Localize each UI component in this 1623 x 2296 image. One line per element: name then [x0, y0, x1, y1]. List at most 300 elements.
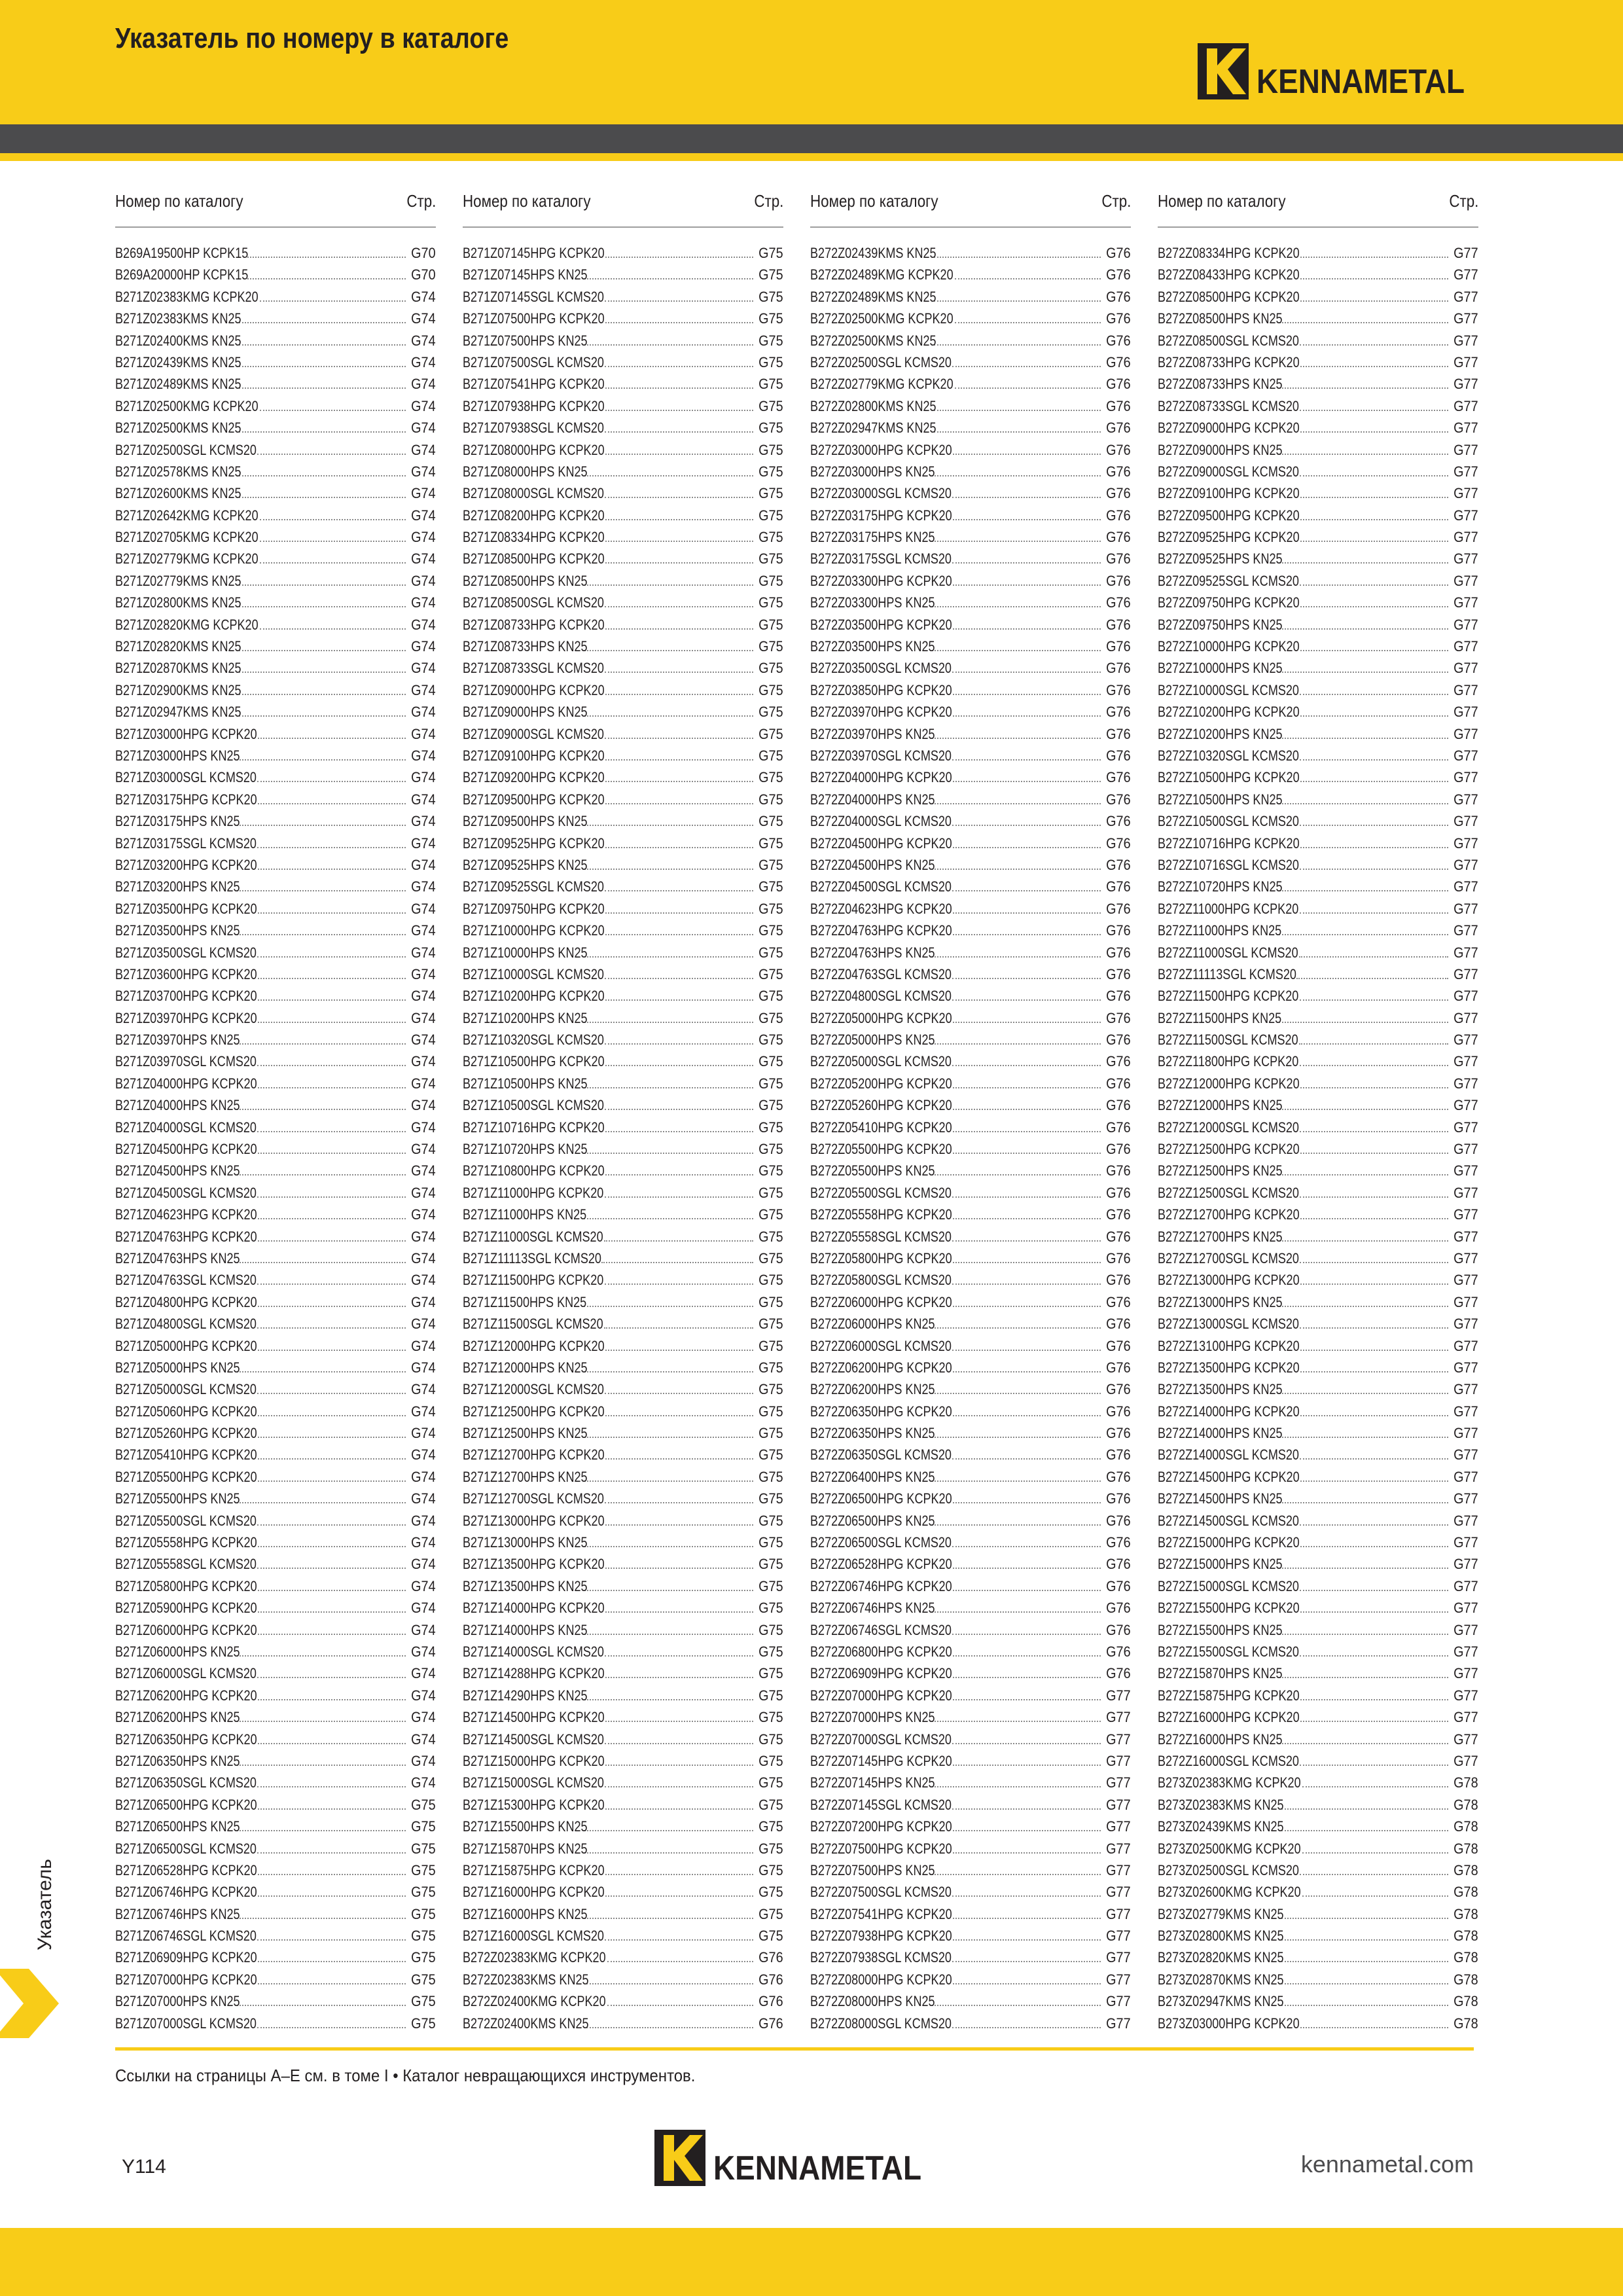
- index-row: [115, 1772, 436, 1793]
- catalog-number: B272Z07938SGL KCMS20: [810, 1949, 952, 1966]
- dot-leader: [1300, 846, 1448, 848]
- page-reference: G74: [411, 638, 436, 655]
- index-row: [810, 1138, 1131, 1160]
- page-reference: G77: [1106, 1840, 1131, 1857]
- page-reference: G76: [1106, 965, 1131, 982]
- dot-leader: [953, 1939, 1101, 1941]
- index-row: [810, 1050, 1131, 1072]
- dot-leader: [1299, 956, 1449, 958]
- dot-leader: [932, 1436, 1101, 1438]
- page-reference: G76: [1106, 856, 1131, 873]
- index-row: [1158, 1357, 1478, 1378]
- catalog-number: B271Z09000SGL KCMS20: [463, 725, 604, 742]
- page-reference: G77: [1454, 900, 1478, 917]
- index-row: [463, 1816, 783, 1837]
- dot-leader: [1279, 1436, 1448, 1438]
- catalog-number: B271Z04000SGL KCMS20: [115, 1119, 257, 1136]
- catalog-number: B272Z13100HPG KCPK20: [1158, 1337, 1300, 1354]
- catalog-number: B271Z06746SGL KCMS20: [115, 1928, 257, 1945]
- index-row: [463, 1269, 783, 1291]
- index-row: [115, 1422, 436, 1444]
- catalog-number: B273Z02870KMS KN25: [1158, 1971, 1284, 1988]
- page-reference: G77: [1454, 638, 1478, 655]
- index-row: [463, 1226, 783, 1247]
- index-row: [115, 1247, 436, 1269]
- page-reference: G75: [758, 1665, 783, 1682]
- page-reference: G74: [411, 1752, 436, 1769]
- index-row: [115, 723, 436, 745]
- dot-leader: [1279, 1021, 1449, 1023]
- index-row: [463, 482, 783, 504]
- catalog-number: B272Z10500SGL KCMS20: [1158, 813, 1299, 830]
- dot-leader: [1279, 1742, 1448, 1744]
- dot-leader: [953, 1021, 1101, 1023]
- page-reference: G74: [411, 856, 436, 873]
- index-row: [1158, 1466, 1478, 1488]
- index-row: [1158, 1729, 1478, 1750]
- dot-leader: [257, 1327, 406, 1329]
- index-row: [115, 526, 436, 548]
- page-reference: G75: [758, 1577, 783, 1594]
- catalog-number: B272Z03850HPG KCPK20: [810, 681, 952, 698]
- catalog-number: B271Z09525HPS KN25: [463, 856, 588, 873]
- dot-leader: [932, 1327, 1101, 1329]
- index-row: [810, 1532, 1131, 1553]
- index-row: [115, 1204, 436, 1225]
- index-row: [463, 1422, 783, 1444]
- dot-leader: [932, 475, 1101, 476]
- dot-leader: [953, 1698, 1101, 1700]
- dot-leader: [932, 1043, 1101, 1045]
- dot-leader: [1300, 715, 1448, 717]
- dot-leader: [1300, 1349, 1448, 1351]
- catalog-number: B272Z06500SGL KCMS20: [810, 1534, 952, 1551]
- dot-leader: [257, 1130, 406, 1132]
- dot-leader: [1281, 1982, 1449, 1984]
- page-reference: G70: [411, 245, 436, 261]
- catalog-number: B271Z03500HPS KN25: [115, 922, 240, 939]
- index-row: [810, 1990, 1131, 2012]
- dot-leader: [934, 344, 1101, 346]
- index-row: [810, 1313, 1131, 1335]
- page-reference: G77: [1454, 1053, 1478, 1070]
- brand-wordmark-footer: KENNAMETAL: [713, 2149, 921, 2186]
- dot-leader: [605, 977, 753, 979]
- page-reference: G76: [1106, 397, 1131, 414]
- index-row: [115, 1313, 436, 1335]
- catalog-number: B272Z11000HPS KN25: [1158, 922, 1282, 939]
- page-reference: G74: [411, 791, 436, 808]
- page-reference: G77: [1454, 1119, 1478, 1136]
- index-row: [810, 942, 1131, 963]
- page-reference: G76: [1106, 1556, 1131, 1573]
- index-row: [1158, 1925, 1478, 1946]
- index-row: [1158, 439, 1478, 461]
- dot-leader: [258, 1217, 406, 1219]
- dot-leader: [1281, 1829, 1449, 1831]
- page-reference: G78: [1454, 1840, 1478, 1857]
- index-row: [115, 657, 436, 679]
- dot-leader: [237, 1371, 406, 1372]
- dot-leader: [605, 1349, 753, 1351]
- page-reference: G77: [1454, 550, 1478, 567]
- dot-leader: [605, 1130, 753, 1132]
- index-row: [810, 766, 1131, 788]
- page-reference: G77: [1454, 1009, 1478, 1026]
- catalog-number: B271Z03970HPS KN25: [115, 1031, 240, 1049]
- index-row: [115, 373, 436, 395]
- index-row: [1158, 351, 1478, 373]
- index-row: [463, 614, 783, 636]
- page-reference: G75: [758, 1643, 783, 1660]
- column-header: [810, 188, 1131, 215]
- page-reference: G75: [758, 1468, 783, 1485]
- index-row: [1158, 1641, 1478, 1662]
- page-reference: G75: [758, 769, 783, 786]
- page-reference: G78: [1454, 1905, 1478, 1922]
- catalog-number: B271Z09525SGL KCMS20: [463, 878, 604, 895]
- catalog-number: B272Z12700SGL KCMS20: [1158, 1249, 1299, 1266]
- catalog-number: B271Z10500HPG KCPK20: [463, 1053, 605, 1070]
- catalog-number: B272Z03175SGL KCMS20: [810, 550, 952, 567]
- dot-leader: [953, 1152, 1101, 1154]
- index-row: [463, 985, 783, 1007]
- dot-leader: [953, 1305, 1101, 1307]
- catalog-number: B272Z12500SGL KCMS20: [1158, 1184, 1299, 1201]
- dot-leader: [1281, 1960, 1449, 1962]
- page-reference: G75: [758, 922, 783, 939]
- dot-leader: [258, 1436, 406, 1438]
- catalog-number: B272Z03500HPG KCPK20: [810, 616, 952, 633]
- catalog-number: B271Z05500SGL KCMS20: [115, 1512, 257, 1529]
- catalog-number: B271Z05900HPG KCPK20: [115, 1600, 257, 1617]
- page-reference: G77: [1454, 245, 1478, 261]
- dot-leader: [605, 933, 753, 935]
- dot-leader: [605, 540, 753, 542]
- dot-leader: [952, 977, 1101, 979]
- index-row: [810, 1029, 1131, 1050]
- index-row: [463, 963, 783, 985]
- index-row: [1158, 1422, 1478, 1444]
- page-reference: G77: [1454, 572, 1478, 589]
- page-reference: G75: [758, 681, 783, 698]
- index-row: [463, 1094, 783, 1116]
- catalog-number: B271Z06200HPS KN25: [115, 1709, 240, 1726]
- catalog-number: B271Z06746HPS KN25: [115, 1905, 240, 1922]
- index-row: [115, 1182, 436, 1204]
- index-row: [115, 417, 436, 439]
- index-row: [463, 1466, 783, 1488]
- catalog-number: B271Z09500HPG KCPK20: [463, 791, 605, 808]
- index-row: [115, 1138, 436, 1160]
- catalog-number: B271Z02779KMG KCPK20: [115, 550, 259, 567]
- index-row: [810, 1073, 1131, 1094]
- catalog-number: B271Z03600HPG KCPK20: [115, 965, 257, 982]
- catalog-number: B271Z05000HPG KCPK20: [115, 1337, 257, 1354]
- dot-leader: [258, 737, 406, 739]
- footnote: Ссылки на страницы A–E см. в томе I • Каталог невращающихся инструментов.: [115, 2066, 696, 2085]
- page-reference: G74: [411, 922, 436, 939]
- dot-leader: [605, 1720, 753, 1722]
- page-reference: G78: [1454, 1993, 1478, 2010]
- catalog-number: B272Z14500HPG KCPK20: [1158, 1468, 1300, 1485]
- page-reference: G76: [1106, 1403, 1131, 1420]
- index-row: [115, 920, 436, 941]
- dot-leader: [1279, 321, 1448, 323]
- index-row: [463, 242, 783, 264]
- index-row: [115, 1444, 436, 1465]
- catalog-number: B272Z02383KMG KCPK20: [463, 1949, 606, 1966]
- index-row: [1158, 1838, 1478, 1859]
- page-reference: G74: [411, 769, 436, 786]
- page-reference: G75: [758, 660, 783, 677]
- dot-leader: [1300, 868, 1448, 870]
- dot-leader: [584, 1852, 753, 1854]
- index-row: [1158, 963, 1478, 985]
- dot-leader: [584, 1436, 753, 1438]
- catalog-number: B272Z12700HPG KCPK20: [1158, 1206, 1300, 1223]
- dot-leader: [258, 1698, 406, 1700]
- dot-leader: [932, 1873, 1101, 1875]
- catalog-number: B273Z02500KMG KCPK20: [1158, 1840, 1301, 1857]
- index-row: [810, 351, 1131, 373]
- dot-leader: [955, 278, 1101, 279]
- dot-leader: [1300, 1480, 1448, 1482]
- index-row: [1158, 1969, 1478, 1990]
- index-row: [810, 548, 1131, 569]
- column-header-rule: [810, 226, 1131, 228]
- page-reference: G77: [1454, 1643, 1478, 1660]
- column-header-page: Стр.: [1101, 191, 1131, 211]
- index-row: [115, 1794, 436, 1816]
- page-reference: G75: [758, 353, 783, 370]
- dot-leader: [605, 605, 753, 607]
- dot-leader: [257, 2026, 406, 2028]
- index-row: [115, 439, 436, 461]
- catalog-number: B272Z03000HPS KN25: [810, 463, 935, 480]
- page-reference: G77: [1106, 1796, 1131, 1813]
- dot-leader: [258, 1808, 406, 1810]
- index-row: [1158, 548, 1478, 569]
- dot-leader: [1279, 933, 1449, 935]
- page-reference: G74: [411, 1577, 436, 1594]
- dot-leader: [1300, 518, 1448, 520]
- index-row: [115, 985, 436, 1007]
- catalog-number: B271Z07145HPG KCPK20: [463, 245, 605, 261]
- dot-leader: [953, 715, 1101, 717]
- page-reference: G76: [1106, 463, 1131, 480]
- catalog-number: B272Z06000HPS KN25: [810, 1316, 935, 1333]
- catalog-number: B271Z06000HPS KN25: [115, 1643, 240, 1660]
- catalog-number: B271Z11500HPG KCPK20: [463, 1272, 604, 1289]
- page-reference: G77: [1454, 1381, 1478, 1398]
- dot-leader: [932, 868, 1101, 870]
- index-row: [810, 373, 1131, 395]
- dot-leader: [258, 1021, 406, 1023]
- page-reference: G74: [411, 441, 436, 458]
- catalog-number: B271Z05260HPG KCPK20: [115, 1425, 257, 1442]
- dot-leader: [1300, 1217, 1448, 1219]
- dot-leader: [237, 1261, 406, 1263]
- catalog-number: B272Z12000SGL KCMS20: [1158, 1119, 1299, 1136]
- index-row: [810, 920, 1131, 941]
- page-reference: G76: [1106, 1097, 1131, 1114]
- page-reference: G77: [1106, 1687, 1131, 1704]
- page-reference: G77: [1454, 1490, 1478, 1507]
- dot-leader: [952, 1960, 1101, 1962]
- dot-leader: [1279, 1174, 1448, 1175]
- index-row: [810, 1422, 1131, 1444]
- index-rows: [810, 242, 1131, 2034]
- dot-leader: [237, 933, 406, 935]
- index-row: [115, 1401, 436, 1422]
- dot-leader: [1300, 496, 1448, 498]
- dot-leader: [1300, 1130, 1448, 1132]
- catalog-number: B272Z03000SGL KCMS20: [810, 485, 952, 502]
- page-reference: G76: [1106, 310, 1131, 327]
- page-reference: G75: [758, 1928, 783, 1945]
- page-reference: G76: [1106, 791, 1131, 808]
- dot-leader: [258, 1873, 406, 1875]
- page-reference: G75: [758, 572, 783, 589]
- index-row: [463, 723, 783, 745]
- dot-leader: [953, 1982, 1101, 1984]
- page-reference: G74: [411, 376, 436, 393]
- index-row: [115, 1269, 436, 1291]
- catalog-number: B271Z16000HPG KCPK20: [463, 1884, 605, 1901]
- catalog-number: B272Z14000HPS KN25: [1158, 1425, 1283, 1442]
- page-reference: G75: [758, 1337, 783, 1354]
- catalog-number: B271Z11000SGL KCMS20: [463, 1228, 603, 1245]
- page-reference: G74: [411, 1337, 436, 1354]
- catalog-number: B272Z05000HPG KCPK20: [810, 1009, 952, 1026]
- dot-leader: [605, 387, 753, 389]
- catalog-number: B272Z04763SGL KCMS20: [810, 965, 952, 982]
- catalog-number: B271Z10200HPG KCPK20: [463, 988, 605, 1005]
- page-reference: G77: [1454, 1228, 1478, 1245]
- dot-leader: [258, 1960, 406, 1962]
- catalog-number: B271Z11500HPS KN25: [463, 1293, 587, 1310]
- index-row: [1158, 1444, 1478, 1465]
- catalog-number: B272Z04623HPG KCPK20: [810, 900, 952, 917]
- catalog-number: B272Z09750HPG KCPK20: [1158, 594, 1300, 611]
- page-reference: G77: [1454, 813, 1478, 830]
- index-row: [115, 1029, 436, 1050]
- index-row: [1158, 1488, 1478, 1509]
- catalog-number: B271Z06528HPG KCPK20: [115, 1861, 257, 1878]
- index-column-1: [115, 188, 436, 2032]
- catalog-number: B272Z10500HPG KCPK20: [1158, 769, 1300, 786]
- index-row: [463, 1401, 783, 1422]
- index-row: [810, 1117, 1131, 1138]
- index-row: [810, 854, 1131, 876]
- index-row: [1158, 1946, 1478, 1968]
- dot-leader: [1300, 1458, 1448, 1460]
- page-reference: G74: [411, 1774, 436, 1791]
- dot-leader: [1300, 1720, 1448, 1722]
- index-row: [115, 1094, 436, 1116]
- catalog-number: B271Z14000HPS KN25: [463, 1621, 588, 1638]
- index-row: [810, 308, 1131, 329]
- index-rows: [1158, 242, 1478, 2034]
- page-reference: G76: [1106, 1272, 1131, 1289]
- catalog-number: B272Z09500HPG KCPK20: [1158, 507, 1300, 524]
- catalog-number: B269A20000HP KCPK15: [115, 266, 249, 283]
- page-reference: G77: [1454, 1425, 1478, 1442]
- page-reference: G74: [411, 1031, 436, 1049]
- index-row: [810, 505, 1131, 526]
- dot-leader: [952, 1458, 1101, 1460]
- index-row: [463, 789, 783, 810]
- catalog-number: B272Z15000HPS KN25: [1158, 1556, 1283, 1573]
- dot-leader: [605, 1108, 753, 1110]
- catalog-number: B273Z02779KMS KN25: [1158, 1905, 1284, 1922]
- dot-leader: [934, 300, 1101, 302]
- page-reference: G75: [758, 1359, 783, 1376]
- dot-leader: [1279, 737, 1448, 739]
- index-row: [463, 920, 783, 941]
- catalog-number: B271Z09525HPG KCPK20: [463, 834, 605, 852]
- index-row: [463, 942, 783, 963]
- catalog-number: B271Z12000SGL KCMS20: [463, 1381, 604, 1398]
- catalog-number: B272Z04800SGL KCMS20: [810, 988, 952, 1005]
- catalog-number: B271Z02500KMS KN25: [115, 420, 241, 437]
- index-row: [810, 1925, 1131, 1946]
- dot-leader: [258, 1895, 406, 1897]
- index-row: [463, 876, 783, 897]
- index-row: [810, 1794, 1131, 1816]
- column-header-rule: [115, 226, 436, 228]
- page-reference: G76: [758, 2015, 783, 2032]
- index-row: [1158, 1706, 1478, 1728]
- dot-leader: [952, 1742, 1101, 1744]
- catalog-number: B271Z03000SGL KCMS20: [115, 769, 257, 786]
- catalog-number: B272Z10320SGL KCMS20: [1158, 747, 1299, 764]
- dot-leader: [953, 1829, 1101, 1831]
- dot-leader: [1300, 278, 1448, 279]
- catalog-number: B272Z05800HPG KCPK20: [810, 1249, 952, 1266]
- page-reference: G78: [1454, 1861, 1478, 1878]
- index-row: [115, 2013, 436, 2034]
- dot-leader: [605, 889, 753, 891]
- dot-leader: [952, 1240, 1101, 1242]
- page-reference: G76: [1106, 1249, 1131, 1266]
- page-reference: G75: [411, 1840, 436, 1857]
- catalog-number: B271Z06746HPG KCPK20: [115, 1884, 257, 1901]
- catalog-number: B272Z06746SGL KCMS20: [810, 1621, 952, 1638]
- dot-leader: [605, 1043, 753, 1045]
- catalog-number: B272Z06000SGL KCMS20: [810, 1337, 952, 1354]
- index-row: [1158, 1401, 1478, 1422]
- dot-leader: [1279, 628, 1448, 630]
- catalog-number: B271Z03200HPS KN25: [115, 878, 240, 895]
- dot-leader: [237, 1174, 406, 1175]
- dot-leader: [257, 1785, 406, 1787]
- index-row: [810, 1662, 1131, 1684]
- index-row: [115, 264, 436, 285]
- dot-leader: [605, 1458, 753, 1460]
- index-row: [1158, 766, 1478, 788]
- index-row: [1158, 723, 1478, 745]
- dot-leader: [258, 1633, 406, 1635]
- page-reference: G74: [411, 1468, 436, 1485]
- dot-leader: [1300, 1545, 1448, 1547]
- website-link[interactable]: kennametal.com: [1300, 2151, 1474, 2178]
- page-reference: G75: [758, 397, 783, 414]
- page-reference: G74: [411, 616, 436, 633]
- index-row: [115, 1881, 436, 1903]
- dot-leader: [953, 584, 1101, 586]
